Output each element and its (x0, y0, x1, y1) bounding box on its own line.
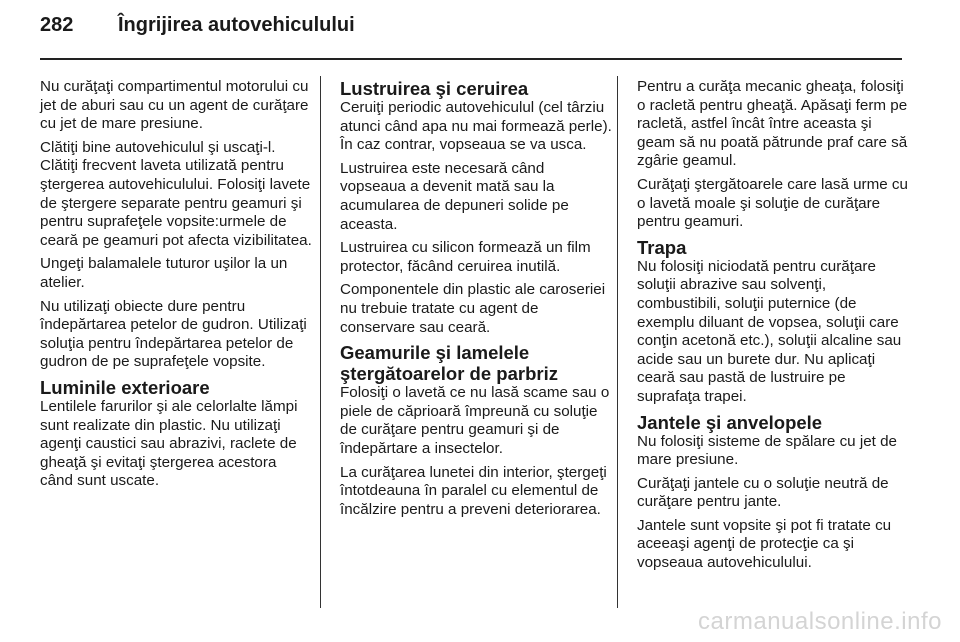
paragraph: Folosiţi o lavetă ce nu lasă scame sau o piele de căprioară împreună cu soluţie de curăţare pentru geamuri şi de îndepărtare a insectelor. (340, 384, 610, 457)
paragraph: Lustruirea este necesară când vopseaua a devenit mată sau la acumularea de depuneri solide pe aceasta. (340, 159, 569, 233)
paragraph: Nu folosiţi sisteme de spălare cu jet de mare presiune. (637, 432, 898, 469)
paragraph: Curăţaţi ştergătoarele care lasă urme cu o lavetă moale şi soluţie de curăţare pentru geamuri. (637, 175, 908, 231)
section-heading-wheels-tyres: Jantele şi anvelopele (637, 411, 823, 433)
column-2 (340, 78, 612, 524)
paragraph: Jantele sunt vopsite şi pot fi tratate cu aceeaşi agenţi de protecţie ca şi vopseaua autovehiculului. (637, 516, 892, 572)
column-divider (320, 76, 321, 608)
section-heading-sunroof: Trapa (637, 236, 687, 258)
paragraph: Nu utilizaţi obiecte dure pentru îndepărtarea petelor de gudron. Utilizaţi soluţia pentru îndepărtarea petelor de gudron de pe suprafeţele vopsite. (40, 297, 307, 371)
paragraph: Lentilele farurilor şi ale celorlalte lămpi sunt realizate din plastic. Nu utilizaţi agenţi caustici sau abrazivi, raclete de gheaţă şi evitaţi ştergerea acestora când sunt uscate. (40, 397, 298, 490)
column-3 (637, 78, 909, 578)
paragraph: Componentele din plastic ale caroseriei nu trebuie tratate cu agent de conservare sau ceară. (340, 281, 606, 336)
section-heading-windows-wipers: Geamurile şi lamelele ştergătoarelor de parbriz (340, 342, 558, 385)
page-number: 282 (40, 14, 74, 36)
paragraph: Ceruiţi periodic autovehiculul (cel târziu atunci când apa nu mai formează perle). În caz contrar, vopseaua se va usca. (340, 99, 612, 154)
paragraph: Pentru a curăţa mecanic gheaţa, folosiţi o racletă pentru gheaţă. Apăsaţi ferm pe racletă, astfel încât între aceasta şi geam să nu poată pătrunde praf care să zgârie geamul. (637, 78, 908, 170)
paragraph: Lustruirea cu silicon formează un film protector, făcând ceruirea inutilă. (340, 239, 591, 275)
page-header (40, 14, 355, 48)
paragraph: Ungeţi balamalele tuturor uşilor la un atelier. (40, 255, 288, 291)
watermark: carmanualsonline.info (698, 608, 942, 635)
paragraph: Nu curăţaţi compartimentul motorului cu jet de aburi sau cu un agent de curăţare cu jet de mare presiune. (40, 78, 309, 133)
paragraph: Clătiţi bine autovehiculul şi uscaţi-l. Clătiţi frecvent laveta utilizată pentru ştergerea autovehiculului. Folosiţi lavete de ştergere separate pentru geamuri şi pentru suprafeţele vopsite:urmele de ceară pe geamuri pot afecta vizibilitatea. (40, 138, 312, 249)
paragraph: Nu folosiţi niciodată pentru curăţare soluţii abrazive sau solvenţi, combustibili, soluţii puternice (de exemplu diluant de vopsea, soluţii care conţin acetonă etc.), soluţii alcaline sau acide sau un burete dur. Nu aplicaţi ceară sau pastă de lustruire pe suprafaţa trapei. (637, 257, 902, 405)
header-rule (40, 58, 902, 60)
column-1 (40, 78, 312, 496)
page-title: Îngrijirea autovehiculului (118, 14, 355, 36)
column-divider (617, 76, 618, 608)
paragraph: Curăţaţi jantele cu o soluţie neutră de curăţare pentru jante. (637, 474, 889, 511)
paragraph: La curăţarea lunetei din interior, ştergeţi întotdeauna în paralel cu elementul de încălzire pentru a preveni deteriorarea. (340, 463, 607, 518)
section-heading-polishing: Lustruirea şi ceruirea (340, 78, 529, 99)
section-heading-exterior-lights: Luminile exterioare (40, 376, 210, 398)
